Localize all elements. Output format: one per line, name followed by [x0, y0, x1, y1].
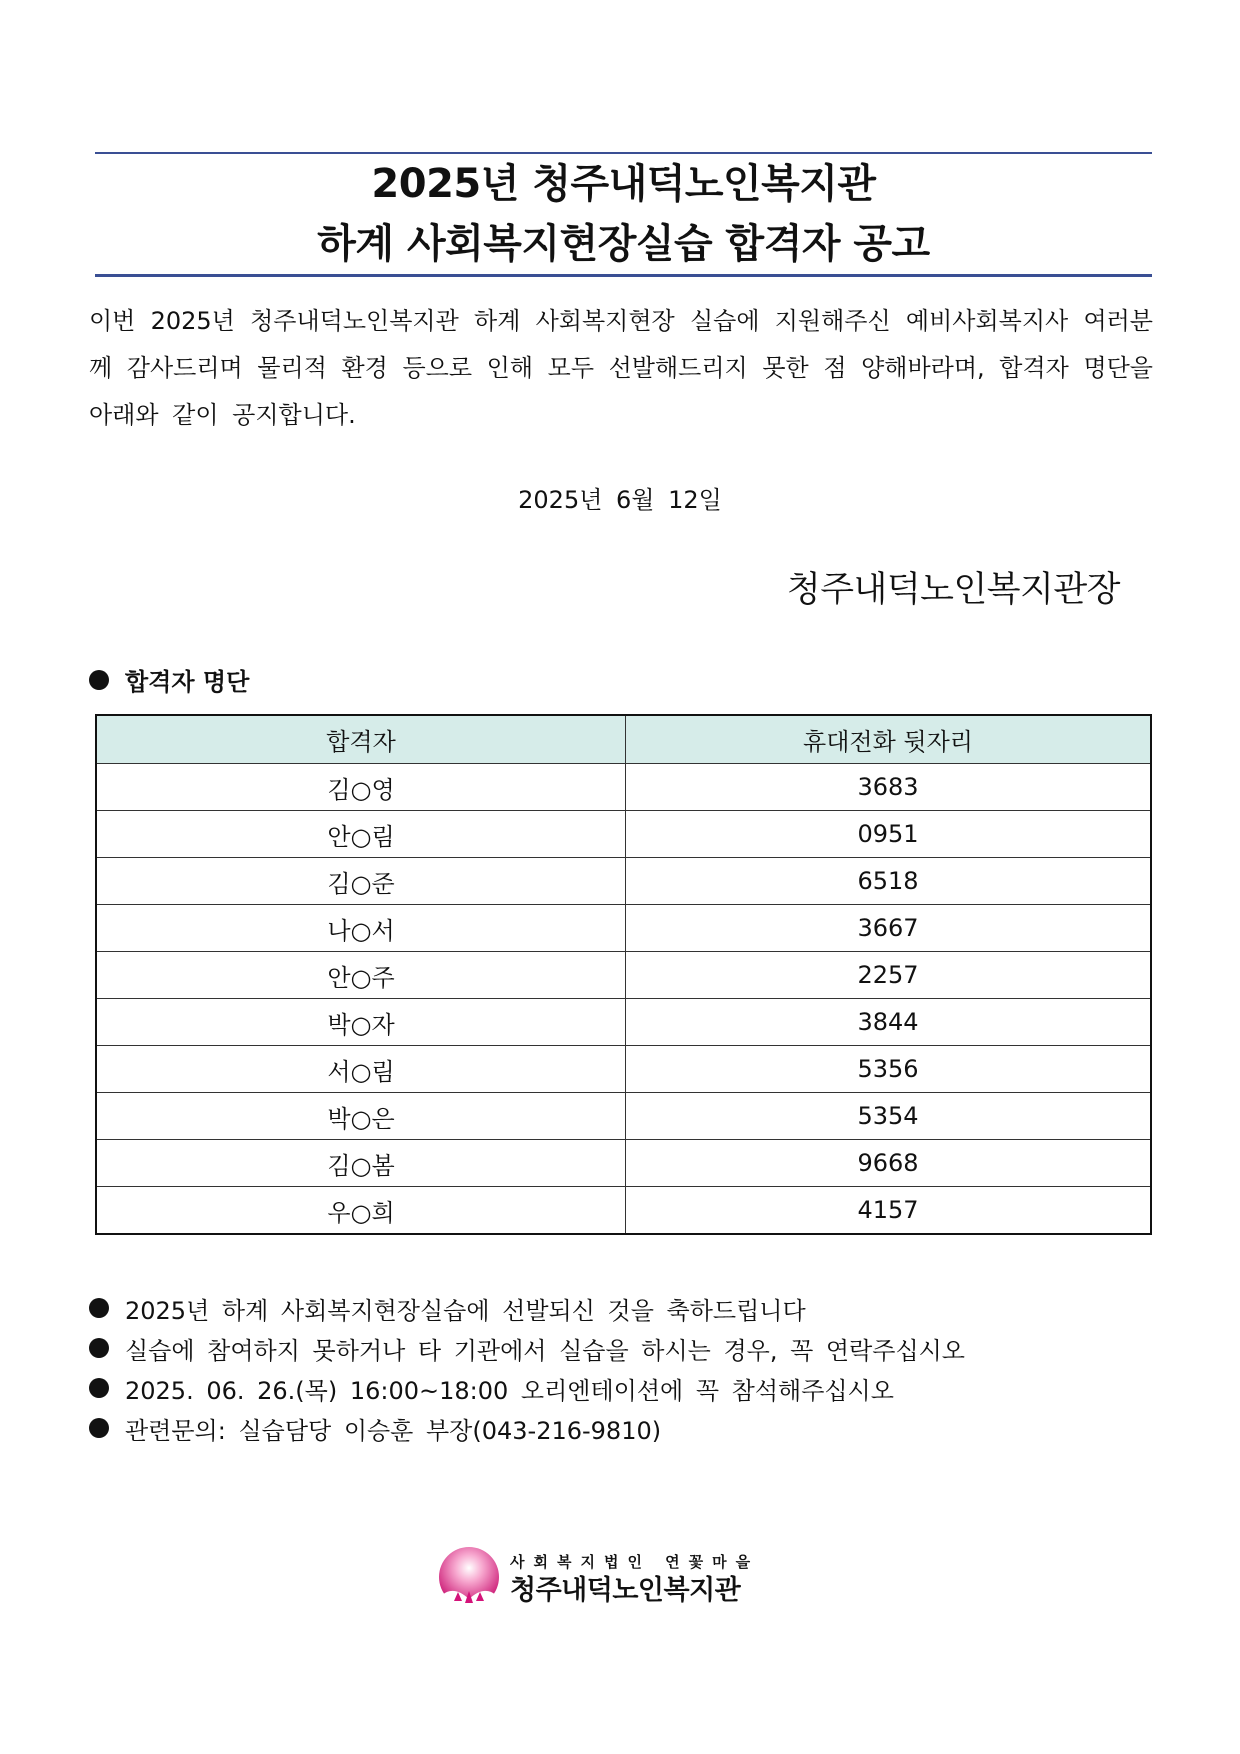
- bullet-icon: [89, 1298, 109, 1318]
- cell-phone: 4157: [626, 1187, 1152, 1235]
- title-line-1: 2025년 청주내덕노인복지관: [371, 161, 876, 207]
- cell-phone: 3844: [626, 999, 1152, 1046]
- result-table: [95, 714, 1152, 1235]
- note-item: [89, 1328, 965, 1368]
- bullet-icon: [89, 1378, 109, 1398]
- cell-name: 안○주: [96, 952, 626, 999]
- bullet-icon: [89, 670, 109, 690]
- table-row: [96, 952, 1151, 999]
- cell-phone: 2257: [626, 952, 1152, 999]
- cell-name: 서○림: [96, 1046, 626, 1093]
- logo-subtitle: 사회복지법인 연꽃마을: [510, 1553, 760, 1571]
- cell-name: 김○준: [96, 858, 626, 905]
- table-row: [96, 905, 1151, 952]
- table-row: [96, 1140, 1151, 1187]
- bullet-icon: [89, 1338, 109, 1358]
- notes-list: [89, 1288, 965, 1448]
- cell-phone: 3667: [626, 905, 1152, 952]
- note-item: [89, 1408, 965, 1448]
- note-text: 2025년 하계 사회복지현장실습에 선발되신 것을 축하드립니다: [125, 1296, 806, 1325]
- cell-name: 우○희: [96, 1187, 626, 1235]
- table-row: [96, 858, 1151, 905]
- cell-phone: 0951: [626, 811, 1152, 858]
- logo-title: 청주내덕노인복지관: [510, 1575, 741, 1606]
- list-heading-text: 합격자 명단: [125, 668, 250, 696]
- table-row: [96, 999, 1151, 1046]
- table-row: [96, 764, 1151, 811]
- table-row: [96, 1093, 1151, 1140]
- cell-phone: 9668: [626, 1140, 1152, 1187]
- signer: 청주내덕노인복지관장: [786, 570, 1120, 610]
- note-item: [89, 1288, 965, 1328]
- cell-name: 박○은: [96, 1093, 626, 1140]
- note-text: 실습에 참여하지 못하거나 타 기관에서 실습을 하시는 경우, 꼭 연락주십시오: [125, 1336, 965, 1365]
- note-text: 관련문의: 실습담당 이승훈 부장(043-216-9810): [125, 1416, 662, 1445]
- cell-name: 김○봄: [96, 1140, 626, 1187]
- list-heading: [89, 662, 249, 697]
- logo-text: [510, 1551, 759, 1609]
- organization-logo: [434, 1545, 764, 1615]
- intro-paragraph: 이번 2025년 청주내덕노인복지관 하계 사회복지현장 실습에 지원해주신 예비사회복지사 여러분께 감사드리며 물리적 환경 등으로 인해 모두 선발해드리지 못한 점 양해바라며, 합격자 명단을 아래와 같이 공지합니다.: [89, 307, 1153, 429]
- cell-phone: 3683: [626, 764, 1152, 811]
- table-row: [96, 1187, 1151, 1235]
- header-phone: 휴대전화 뒷자리: [626, 715, 1152, 764]
- bullet-icon: [89, 1418, 109, 1438]
- note-text: 2025. 06. 26.(목) 16:00~18:00 오리엔테이션에 꼭 참석해주십시오: [125, 1376, 894, 1405]
- announcement-date: 2025년 6월 12일: [518, 486, 722, 514]
- table-row: [96, 811, 1151, 858]
- cell-phone: 5354: [626, 1093, 1152, 1140]
- cell-phone: 5356: [626, 1046, 1152, 1093]
- lotus-logo-icon: [434, 1545, 504, 1615]
- note-item: [89, 1368, 965, 1408]
- cell-name: 안○림: [96, 811, 626, 858]
- table-header-row: [96, 715, 1151, 764]
- header-name: 합격자: [96, 715, 626, 764]
- title-block: [95, 152, 1152, 277]
- cell-phone: 6518: [626, 858, 1152, 905]
- cell-name: 나○서: [96, 905, 626, 952]
- table-row: [96, 1046, 1151, 1093]
- cell-name: 박○자: [96, 999, 626, 1046]
- cell-name: 김○영: [96, 764, 626, 811]
- title-line-2: 하계 사회복지현장실습 합격자 공고: [317, 221, 930, 267]
